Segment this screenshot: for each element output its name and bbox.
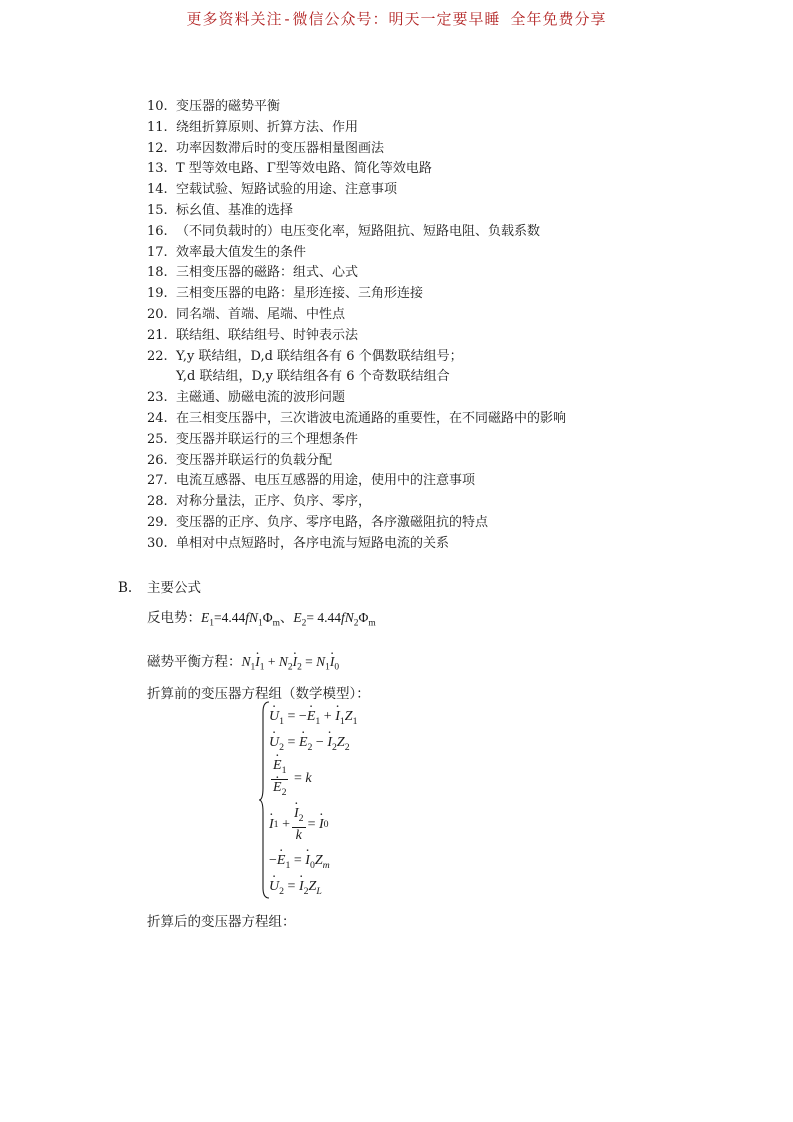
list-item [147, 180, 707, 201]
item-number: 15. [147, 202, 168, 218]
list-item [147, 326, 707, 347]
item-text: T 型等效电路、Γ型等效电路、简化等效电路 [176, 161, 432, 177]
item-number: 22. [147, 348, 168, 364]
page-header-banner: 更多资料关注-微信公众号：明天一定要早睡 全年免费分享 [186, 10, 607, 28]
item-text: 变压器的磁势平衡 [176, 99, 281, 114]
list-item [147, 243, 707, 264]
after-label: 折算后的变压器方程组： [147, 914, 296, 930]
emf-equation: $E_1=4.44fN_1\Phi_m$、$E_2= 4.44fN_2\Phi_m$ [201, 610, 376, 629]
equation-load: · $U_2$ = · $I_2Z_L$ [269, 874, 357, 900]
list-item [147, 263, 707, 284]
item-number: 19. [147, 286, 168, 302]
item-text: Y,y 联结组，D,d 联结组各有 6 个偶数联结组号； [176, 348, 463, 364]
item-number: 30. [147, 535, 168, 551]
list-item [147, 222, 707, 243]
list-item [147, 492, 707, 513]
item-text: 三相变压器的电路：星形连接、三角形连接 [176, 286, 424, 302]
list-item [147, 388, 707, 409]
section-title: 主要公式 [147, 580, 201, 596]
item-number: 29. [147, 514, 168, 530]
item-number: 25. [147, 431, 168, 447]
list-item [147, 97, 707, 118]
item-number: 26. [147, 452, 168, 468]
list-item [147, 430, 707, 451]
equation-current-balance: · I 1 + · $\frac{I_2}{k}$ = · I 0 [269, 802, 357, 848]
item-text: 电流互感器、电压互感器的用途，使用中的注意事项 [176, 473, 476, 489]
list-item [147, 471, 707, 492]
list-item [147, 347, 707, 368]
item-number: 16. [147, 223, 168, 239]
item-text: 绕组折算原则、折算方法、作用 [176, 119, 359, 135]
mmf-equation: $N_1\cdot I_1 + N_2\cdot I_2 = N_1\cdot I_0$ [242, 654, 340, 669]
list-item [147, 305, 707, 326]
item-text: 主磁通、励磁电流的波形问题 [176, 390, 346, 406]
item-number: 23. [147, 390, 168, 406]
item-text: 对称分量法，正序、负序、零序， [176, 494, 372, 510]
item-number: 20. [147, 306, 168, 322]
list-item [147, 409, 707, 430]
list-item [147, 513, 707, 534]
item-text: 变压器并联运行的三个理想条件 [176, 431, 359, 447]
list-item [147, 451, 707, 472]
item-number: 10. [147, 99, 168, 114]
equation-voltage-secondary: · $U_2$ = · $E_2$ − · $I_2Z_2$ [269, 730, 357, 756]
item-text: 功率因数滞后时的变压器相量图画法 [176, 140, 385, 156]
item-text: 变压器并联运行的负载分配 [176, 452, 333, 468]
item-text: 变压器的正序、负序、零序电路，各序激磁阻抗的特点 [176, 514, 489, 530]
item-number: 28. [147, 494, 168, 510]
equation-ratio: · $E_1$ · $E_2$ = k [269, 756, 357, 802]
list-item [147, 201, 707, 222]
item-number: 24. [147, 410, 168, 426]
mmf-label: 磁势平衡方程： [147, 654, 242, 670]
item-number: 13. [147, 161, 168, 177]
list-item-continuation: Y,d 联结组，D,y 联结组各有 6 个奇数联结组合 [176, 369, 450, 385]
item-text: 同名端、首端、尾端、中性点 [176, 306, 346, 322]
item-number: 27. [147, 473, 168, 489]
item-text: （不同负载时的）电压变化率，短路阻抗、短路电阻、负载系数 [176, 223, 541, 239]
mmf-formula [147, 650, 339, 673]
section-b-heading [118, 576, 201, 596]
item-number: 18. [147, 265, 168, 281]
item-text: 空载试验、短路试验的用途、注意事项 [176, 182, 398, 198]
item-text: 效率最大值发生的条件 [176, 244, 307, 260]
list-item [147, 159, 707, 180]
before-label: 折算前的变压器方程组（数学模型）： [147, 686, 370, 702]
list-item [147, 534, 707, 555]
topic-list [147, 97, 707, 555]
item-text: 联结组、联结组号、时钟表示法 [176, 327, 359, 343]
item-text: 单相对中点短路时，各序电流与短路电流的关系 [176, 535, 450, 551]
list-item [147, 284, 707, 305]
item-number: 11. [147, 119, 168, 135]
item-text: 在三相变压器中，三次谐波电流通路的重要性，在不同磁路中的影响 [176, 410, 567, 426]
item-number: 17. [147, 244, 168, 260]
list-item [147, 139, 707, 160]
equation-excitation: −· $E_1$ = · $I_0Z_m$ [269, 848, 357, 874]
item-text: 三相变压器的磁路：组式、心式 [176, 265, 359, 281]
emf-formula [147, 606, 376, 629]
emf-label: 反电势： [147, 610, 201, 626]
item-text: 标幺值、基准的选择 [176, 202, 294, 218]
section-label: B. [118, 580, 133, 596]
item-number: 14. [147, 182, 168, 198]
equation-list [269, 704, 357, 900]
item-number: 12. [147, 140, 168, 156]
item-number: 21. [147, 327, 168, 343]
equation-voltage-primary: · $U_1$ = −· $E_1$ + · $I_1Z_1$ [269, 704, 357, 730]
list-item [147, 118, 707, 139]
